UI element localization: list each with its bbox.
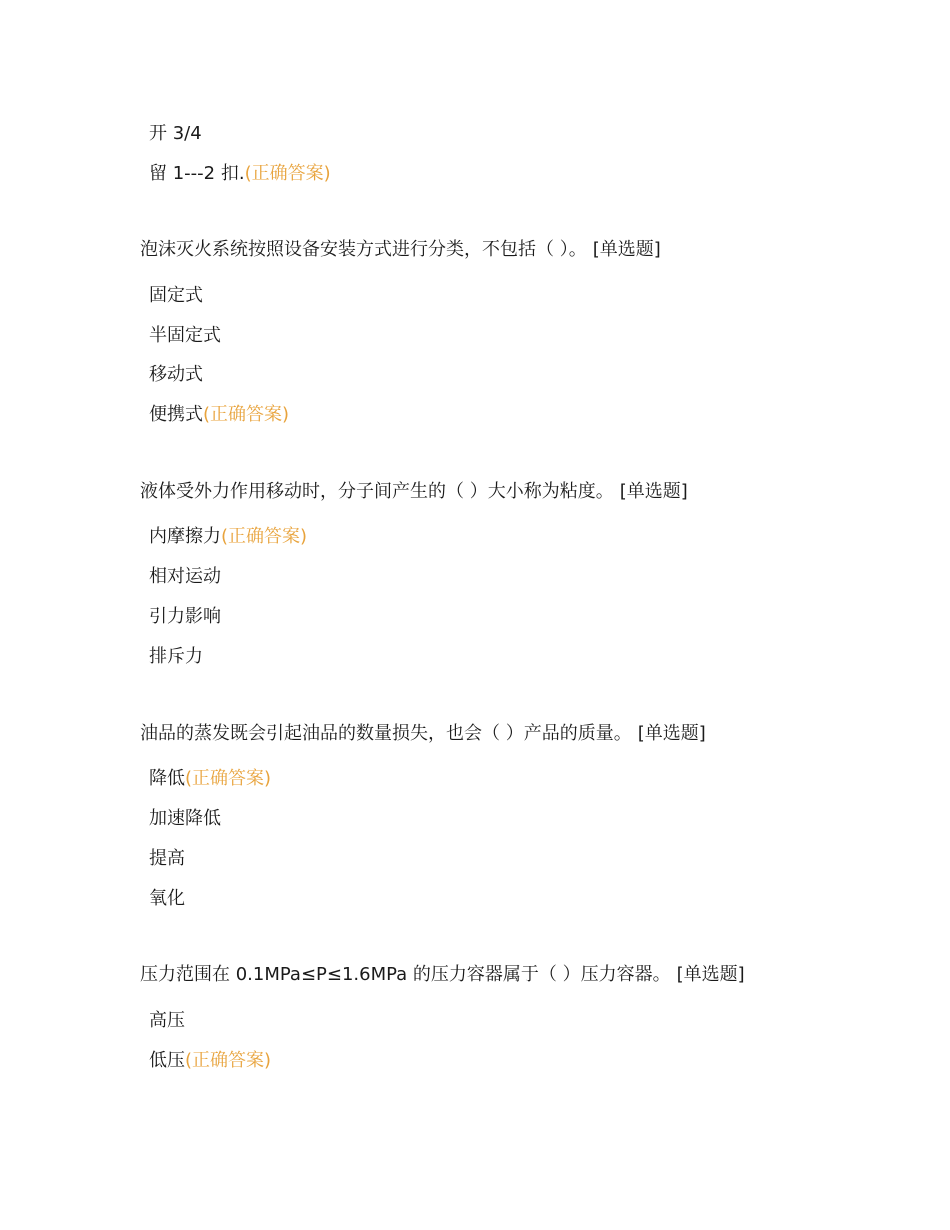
question-1 — [140, 238, 661, 262]
option-text: 半固定式 — [149, 325, 221, 346]
question-type-tag: [单选题] — [676, 964, 745, 985]
correct-answer-marker: (正确答案) — [185, 768, 272, 789]
question-4 — [140, 963, 745, 987]
option-text: 降低 — [149, 768, 185, 789]
q4-option-2 — [149, 1049, 271, 1073]
q1-option-4 — [149, 403, 289, 427]
question-3 — [140, 722, 706, 746]
option-text: 移动式 — [149, 364, 203, 385]
correct-answer-marker: (正确答案) — [185, 1050, 272, 1071]
option-text: 引力影响 — [149, 606, 221, 627]
q3-option-4 — [149, 887, 185, 911]
option-text: 低压 — [149, 1050, 185, 1071]
q1-option-3 — [149, 363, 203, 387]
question-2 — [140, 480, 688, 504]
option-top-2 — [149, 162, 331, 186]
option-text: 提高 — [149, 848, 185, 869]
option-text: 高压 — [149, 1010, 185, 1031]
q1-option-1 — [149, 284, 203, 308]
option-text: 固定式 — [149, 285, 203, 306]
option-text: 氧化 — [149, 888, 185, 909]
question-text: 油品的蒸发既会引起油品的数量损失，也会（ ）产品的质量。 — [140, 723, 632, 744]
q2-option-2 — [149, 565, 221, 589]
question-type-tag: [单选题] — [637, 723, 706, 744]
q2-option-1 — [149, 525, 307, 549]
option-text: 开 3/4 — [149, 123, 202, 144]
option-top-1 — [149, 122, 202, 146]
question-text: 泡沫灭火系统按照设备安装方式进行分类，不包括（ ）。 — [140, 239, 587, 260]
q3-option-2 — [149, 807, 221, 831]
option-text: 留 1---2 扣. — [149, 163, 245, 184]
option-text: 便携式 — [149, 404, 203, 425]
question-text: 压力范围在 0.1MPa≤P≤1.6MPa 的压力容器属于（ ）压力容器。 — [140, 964, 671, 985]
correct-answer-marker: (正确答案) — [203, 404, 290, 425]
q3-option-1 — [149, 767, 271, 791]
q2-option-4 — [149, 645, 203, 669]
option-text: 内摩擦力 — [149, 526, 221, 547]
option-text: 加速降低 — [149, 808, 221, 829]
correct-answer-marker: (正确答案) — [221, 526, 308, 547]
question-type-tag: [单选题] — [619, 481, 688, 502]
option-text: 相对运动 — [149, 566, 221, 587]
q1-option-2 — [149, 324, 221, 348]
question-text: 液体受外力作用移动时，分子间产生的（ ）大小称为粘度。 — [140, 481, 614, 502]
q4-option-1 — [149, 1009, 185, 1033]
question-type-tag: [单选题] — [592, 239, 661, 260]
q3-option-3 — [149, 847, 185, 871]
q2-option-3 — [149, 605, 221, 629]
option-text: 排斥力 — [149, 646, 203, 667]
correct-answer-marker: (正确答案) — [244, 163, 331, 184]
